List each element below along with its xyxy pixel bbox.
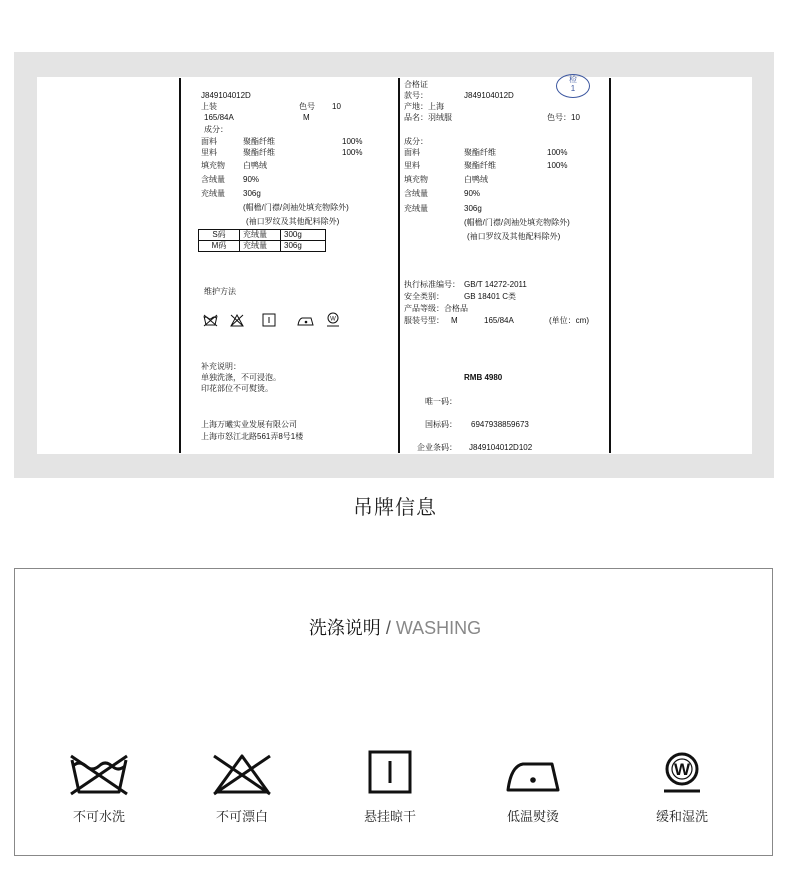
unique-code-label: 唯一码：: [425, 397, 457, 406]
enterprise-code-label: 企业条码：: [417, 443, 457, 452]
down-content-label: 含绒量: [404, 189, 428, 198]
category: 上装: [201, 102, 217, 111]
table-cell: M码: [199, 241, 240, 252]
extra-title: 补充说明：: [201, 362, 241, 371]
washing-heading-cn: 洗涤说明: [308, 618, 381, 638]
gentle-wet-clean-icon: [660, 751, 704, 795]
filling-value: 白鸭绒: [464, 175, 488, 184]
no-wash-icon: [68, 752, 130, 796]
price: RMB 4980: [464, 373, 503, 382]
tag-divider-middle: [398, 78, 400, 453]
composition-title: 成分：: [204, 125, 228, 134]
line-dry-icon: [367, 749, 413, 795]
color-label: 色号: [299, 102, 315, 111]
lining-percent: 100%: [547, 161, 568, 170]
fill-note-2: (袖口罗纹及其他配料除外): [246, 217, 340, 226]
style-number: J849104012D: [464, 91, 514, 100]
lining-label: 里料: [201, 148, 217, 157]
table-cell: 充绒量: [240, 230, 281, 241]
table-cell: 306g: [281, 241, 326, 252]
tag-divider-left: [179, 78, 181, 453]
hangtag-caption: 吊牌信息: [353, 497, 437, 519]
lining-label: 里料: [404, 161, 420, 170]
table-cell: S码: [199, 230, 240, 241]
tag-divider-right: [609, 78, 611, 453]
barcode-value: 6947938859673: [471, 420, 529, 429]
color-code: 色号：10: [547, 113, 580, 122]
care-title: 维护方法: [204, 287, 236, 296]
fill-weight-table: [198, 229, 326, 252]
fill-weight-label: 充绒量: [201, 189, 225, 198]
svg-text:W: W: [330, 316, 336, 323]
extra-note-1: 单独洗涤，不可浸泡。: [201, 373, 281, 382]
face-label: 面料: [201, 137, 217, 146]
color-value: 10: [332, 102, 341, 111]
size-label: 165/84A: [204, 113, 234, 122]
washing-heading-separator: /: [380, 618, 396, 638]
no-wash-label: 不可水洗: [72, 809, 125, 824]
stamp-top: 检: [569, 75, 577, 84]
face-label: 面料: [404, 148, 420, 157]
fill-note-2: (袖口罗纹及其他配料除外): [467, 232, 561, 241]
stamp-bottom: 1: [570, 84, 576, 93]
extra-note-2: 印花部位不可熨烫。: [201, 384, 273, 393]
product-grade: 产品等级：合格品: [404, 304, 468, 313]
enterprise-code-value: J849104012D102: [469, 443, 533, 452]
composition-title: 成分：: [404, 137, 428, 146]
standard-value: GB/T 14272-2011: [464, 280, 527, 289]
filling-value: 白鸭绒: [243, 161, 267, 170]
safety-label: 安全类别：: [404, 292, 444, 301]
filling-label: 填充物: [201, 161, 225, 170]
no-bleach-icon-small: [231, 315, 243, 326]
lining-material: 聚酯纤维: [464, 161, 496, 170]
size-unit: (单位：cm): [549, 316, 589, 325]
table-cell: 充绒量: [240, 241, 281, 252]
table-row: [199, 241, 326, 252]
table-row: [199, 230, 326, 241]
face-percent: 100%: [342, 137, 363, 146]
down-content-value: 90%: [243, 175, 260, 184]
fill-note-1: (帽檐/门襟/剑袖处填充物除外): [464, 218, 570, 227]
low-iron-icon: [505, 756, 561, 794]
fill-weight-label: 充绒量: [404, 204, 428, 213]
product-name: 品名：羽绒服: [404, 113, 452, 122]
line-dry-label: 悬挂晾干: [363, 809, 416, 824]
no-bleach-label: 不可漂白: [215, 809, 268, 824]
low-iron-label: 低温熨烫: [506, 809, 559, 824]
lining-material: 聚酯纤维: [243, 148, 275, 157]
garment-size-m: M: [451, 316, 458, 325]
filling-label: 填充物: [404, 175, 428, 184]
barcode-label: 国标码：: [425, 420, 457, 429]
care-symbols-small: [202, 312, 352, 328]
size-value: M: [303, 113, 310, 122]
face-percent: 100%: [547, 148, 568, 157]
company-name: 上海万曦实业发展有限公司: [201, 420, 297, 429]
safety-value: GB 18401 C类: [464, 292, 517, 301]
standard-label: 执行标准编号：: [404, 280, 460, 289]
gentle-wet-clean-icon-small: [327, 313, 339, 326]
certificate-title: 合格证: [404, 80, 428, 89]
face-material: 聚酯纤维: [464, 148, 496, 157]
washing-heading: [0, 614, 790, 640]
face-material: 聚酯纤维: [243, 137, 275, 146]
washing-heading-en: WASHING: [395, 618, 482, 638]
company-address: 上海市怒江北路561弄8号1楼: [201, 432, 304, 441]
garment-size-label: 服装号型：: [404, 316, 444, 325]
svg-text:W: W: [673, 760, 691, 779]
lining-percent: 100%: [342, 148, 363, 157]
gentle-wet-clean-label: 缓和湿洗: [655, 809, 708, 824]
fill-weight-value: 306g: [464, 204, 482, 213]
garment-size-value: 165/84A: [484, 316, 514, 325]
hangtag-scan: [37, 77, 752, 454]
style-number: J849104012D: [201, 91, 251, 100]
down-content-value: 90%: [464, 189, 481, 198]
down-content-label: 含绒量: [201, 175, 225, 184]
low-iron-icon-small: [298, 318, 313, 325]
inspection-stamp: [556, 74, 590, 98]
origin: 产地：上海: [404, 102, 444, 111]
line-dry-icon-small: [263, 314, 275, 326]
table-cell: 300g: [281, 230, 326, 241]
no-bleach-icon: [210, 752, 274, 796]
style-label: 款号：: [404, 91, 428, 100]
no-wash-icon-small: [204, 315, 217, 326]
fill-note-1: (帽檐/门襟/剑袖处填充物除外): [243, 203, 349, 212]
fill-weight-value: 306g: [243, 189, 261, 198]
